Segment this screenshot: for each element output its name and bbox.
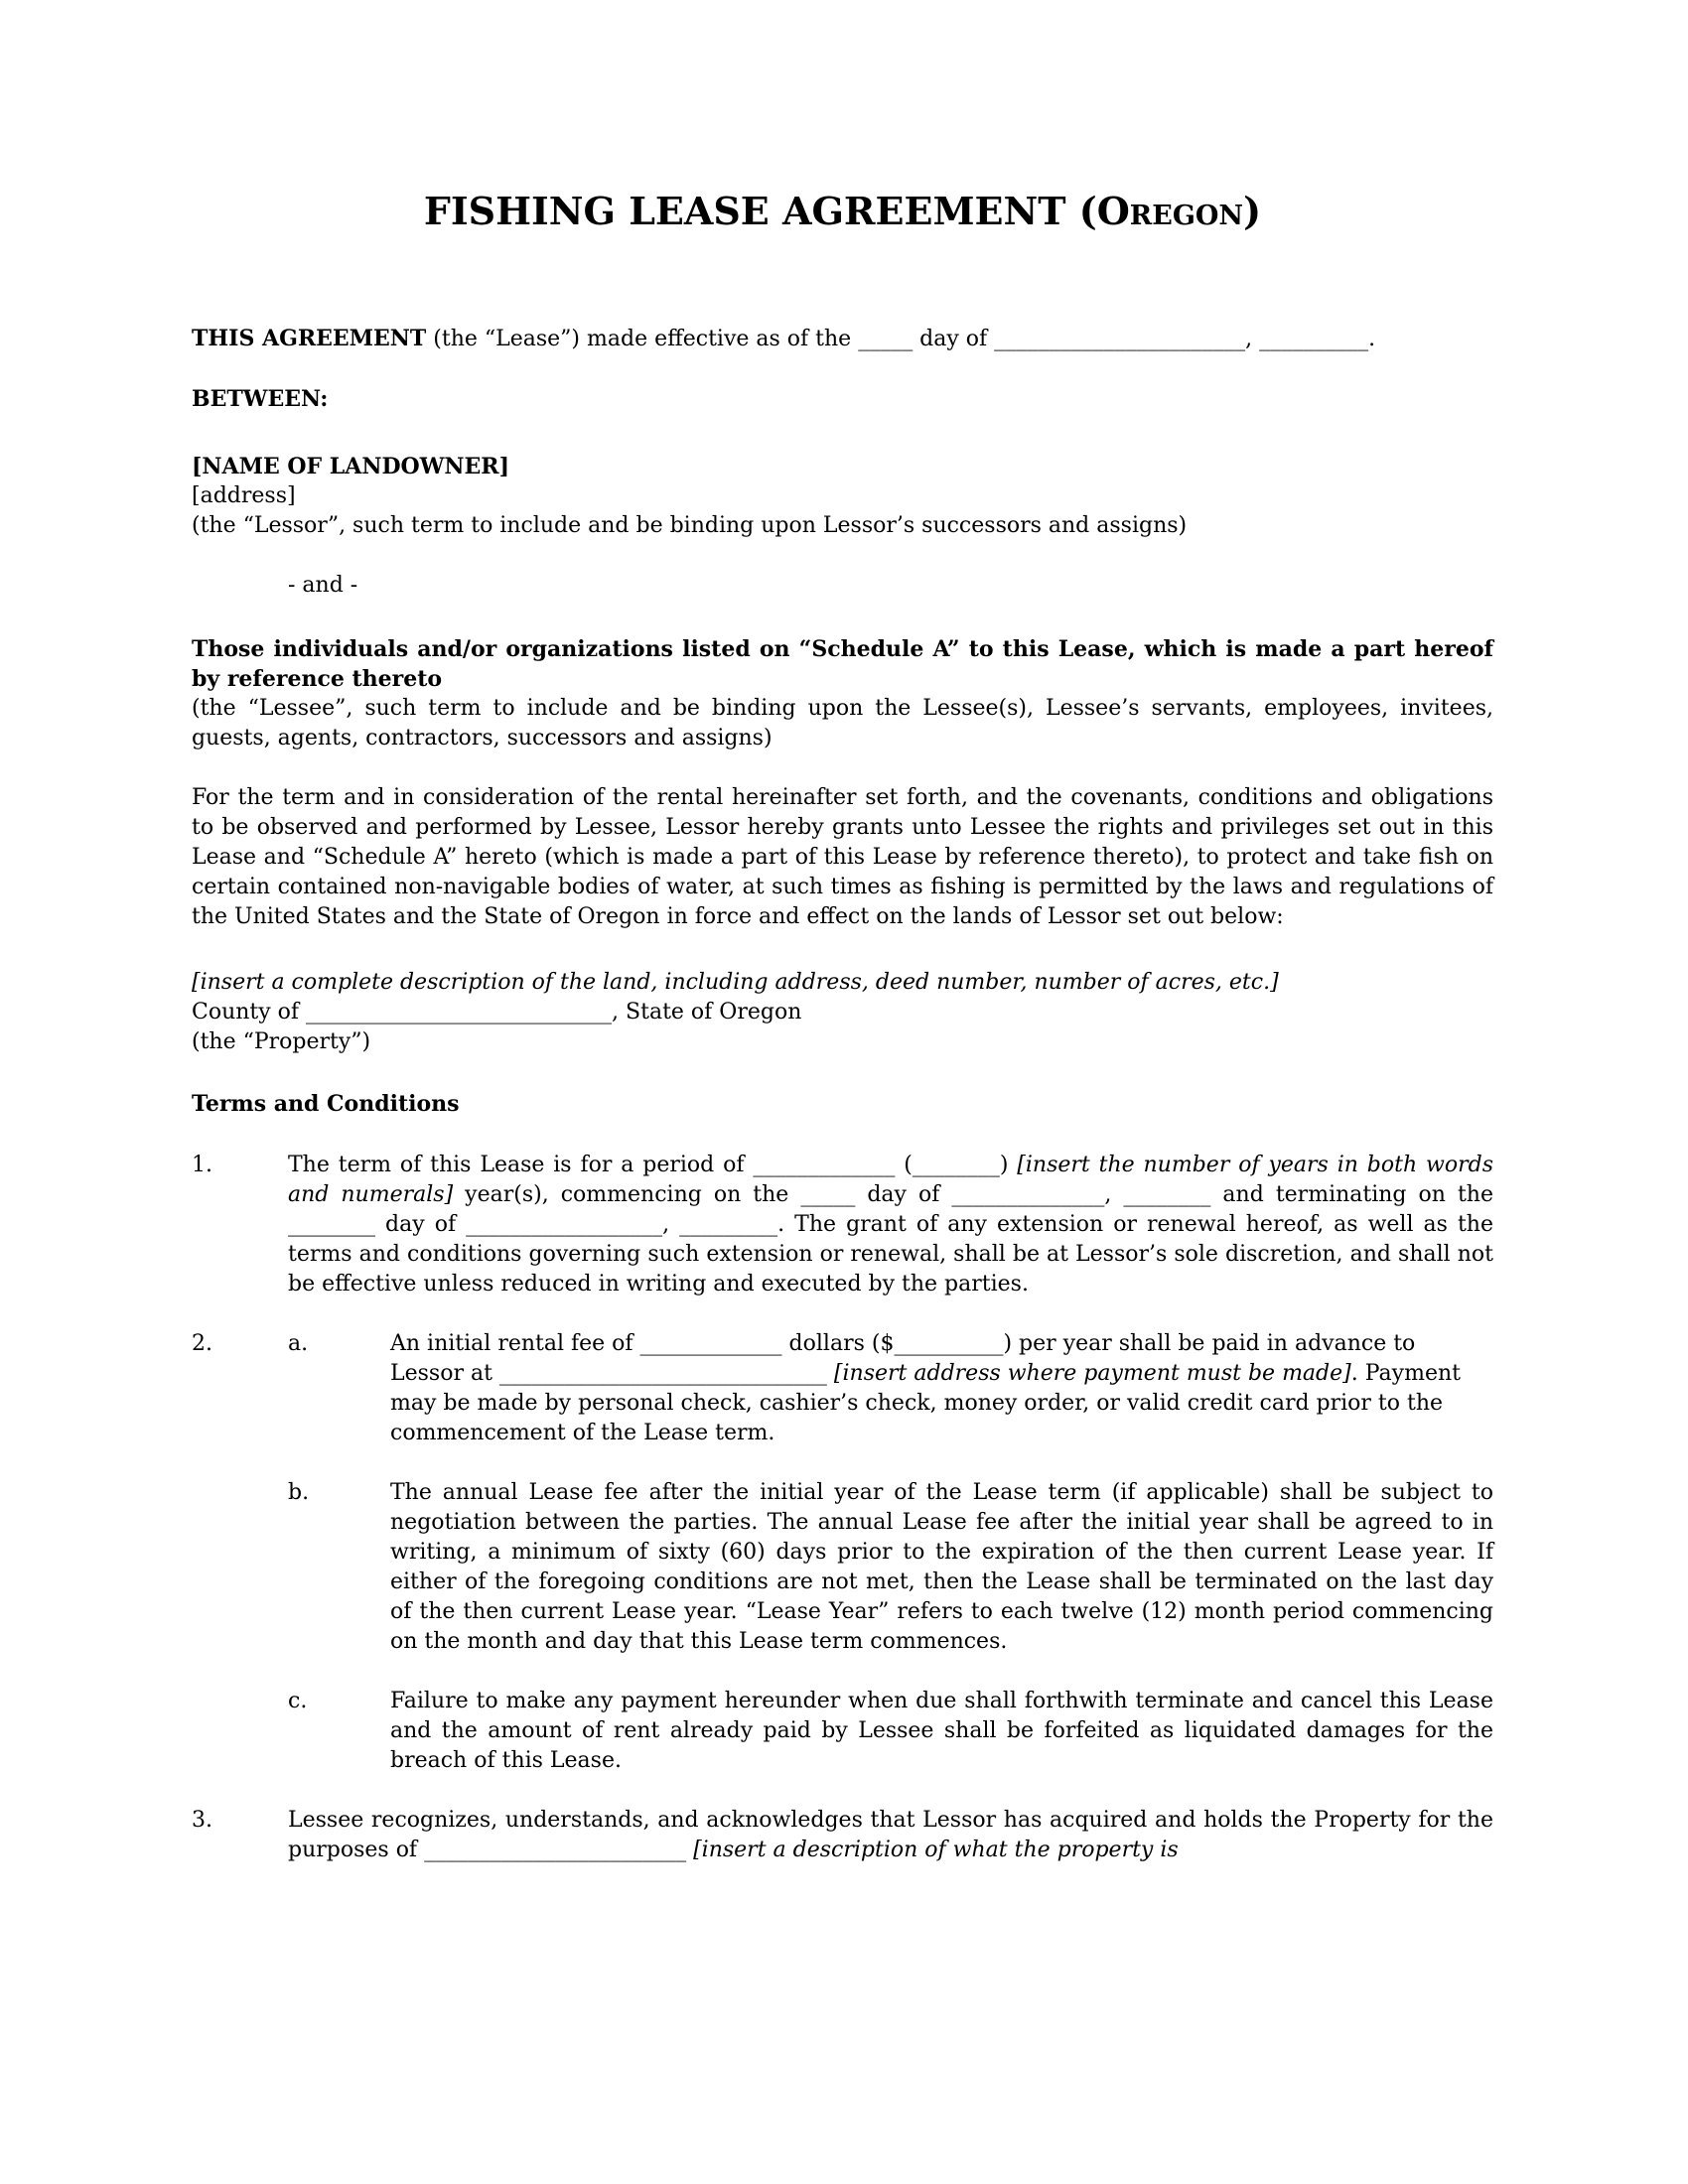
lessee-definition: (the “Lessee”, such term to include and be binding upon the Lessee(s), Lessee’s servants, employees, invitees, guests, agents, contractors, successors and assigns) [192, 696, 1493, 751]
lessee-name: Those individuals and/or organizations listed on “Schedule A” to this Lease, which is made a part hereof by reference thereto [192, 636, 1493, 692]
clause-1-text [288, 1151, 1493, 1299]
lessor-block [192, 452, 1493, 541]
intro-paragraph [192, 324, 1493, 354]
clause-2a-seg1: An initial rental fee of _____________ dollars ($__________) per year shall be paid in advance to Lessor at ______________________________ [390, 1331, 1416, 1386]
property-insert-note: [insert a complete description of the land, including address, deed number, number of acres, etc.] [192, 970, 1279, 995]
clause-2a-text [390, 1329, 1493, 1448]
terms-heading: Terms and Conditions [192, 1091, 460, 1117]
clause-3-seg1: Lessee recognizes, understands, and acknowledges that Lessor has acquired and holds the Property for the purposes of ________________________ [288, 1808, 1493, 1862]
property-block [192, 968, 1493, 1057]
clause-3-insert-note: [insert a description of what the property is [693, 1838, 1179, 1862]
clause-2c-number-spacer [192, 1687, 288, 1776]
intro-bold-lead: THIS AGREEMENT [192, 326, 427, 351]
lessor-definition: (the “Lessor”, such term to include and be binding upon Lessor’s successors and assigns) [192, 513, 1188, 538]
clause-2b-number-spacer [192, 1478, 288, 1657]
clause-2a-seg3: . Payment may be made by personal check, cashier’s check, money order, or valid credit card prior to the commencement of the Lease term. [390, 1361, 1461, 1445]
clause-2b [192, 1478, 1493, 1657]
landowner-address: [address] [192, 483, 296, 508]
clause-1-seg3: year(s), commencing on the _____ day of ______________, ________ and terminating on the ________ day of __________________, _________. The grant of any extension or renewal hereof, as well as the terms and conditions governing such extension or renewal, shall be at Lessor’s sole discretion, and shall not be effective unless reduced in writing and executed by the parties. [288, 1182, 1493, 1297]
clause-3 [192, 1806, 1493, 1865]
clause-2c [192, 1687, 1493, 1776]
grant-paragraph: For the term and in consideration of the rental hereinafter set forth, and the covenants, conditions and obligations to be observed and performed by Lessee, Lessor hereby grants unto Lessee the rights and privileges set out in this Lease and “Schedule A” hereto (which is made a part of this Lease by reference thereto), to protect and take fish on certain contained non-navigable bodies of water, at such times as fishing is permitted by the laws and regulations of the United States and the State of Oregon in force and effect on the lands of Lessor set out below: [192, 785, 1493, 929]
clause-2-number: 2. [192, 1331, 212, 1356]
clause-1-number: 1. [192, 1153, 212, 1177]
clause-1-insert-note: [insert the number of years in both words and numerals] [288, 1153, 1493, 1207]
title-smallcaps-oregon: Oregon [1096, 189, 1244, 233]
clause-2b-letter: b. [288, 1480, 310, 1505]
clause-2c-letter: c. [288, 1689, 308, 1713]
document-title [192, 189, 1493, 234]
clause-2b-text: The annual Lease fee after the initial year of the Lease term (if applicable) shall be subject to negotiation between the parties. The annual Lease fee after the initial year shall be agreed to in writing, a minimum of sixty (60) days prior to the expiration of the then current Lease year. If either of the foregoing conditions are not met, then the Lease shall be terminated on the last day of the then current Lease year. “Lease Year” refers to each twelve (12) month period commencing on the month and day that this Lease term commences. [390, 1480, 1493, 1654]
intro-rest: (the “Lease”) made effective as of the _____ day of _______________________, __________. [426, 327, 1376, 351]
clause-1 [192, 1151, 1493, 1299]
clause-2c-text: Failure to make any payment hereunder when due shall forthwith terminate and cancel this Lease and the amount of rent already paid by Lessee shall be forfeited as liquidated damages for the breach of this Lease. [390, 1689, 1493, 1773]
title-text: FISHING LEASE AGREEMENT ( [423, 189, 1097, 233]
clause-2a-insert-note: [insert address where payment must be made] [833, 1361, 1351, 1386]
clause-3-text [288, 1806, 1493, 1865]
county-line: County of ____________________________, State of Oregon [192, 1000, 802, 1024]
clause-1-seg1: The term of this Lease is for a period of _____________ (________) [288, 1153, 1018, 1177]
and-separator: - and - [288, 573, 358, 598]
clause-2a [192, 1329, 1493, 1448]
clause-3-number: 3. [192, 1808, 212, 1833]
lessee-block [192, 634, 1493, 753]
title-closing-paren: ) [1243, 189, 1262, 233]
property-label: (the “Property”) [192, 1029, 371, 1054]
landowner-name: [NAME OF LANDOWNER] [192, 454, 509, 479]
between-label: BETWEEN: [192, 386, 329, 412]
clause-2a-letter: a. [288, 1331, 309, 1356]
